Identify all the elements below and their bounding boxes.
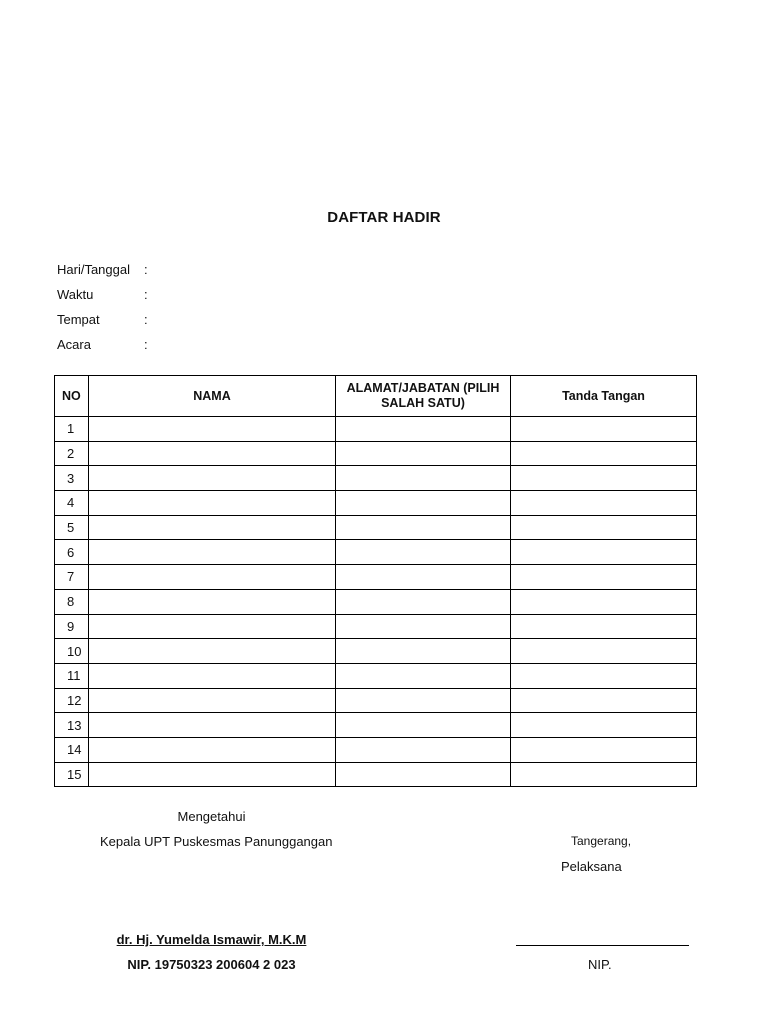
attendance-table: [54, 375, 697, 787]
tanda-tangan-cell: [511, 417, 697, 442]
nama-cell: [89, 614, 336, 639]
table-body: [55, 417, 697, 787]
row-number: 2: [55, 441, 89, 466]
table-row: [55, 589, 697, 614]
alamat-jabatan-cell: [336, 713, 511, 738]
tanda-tangan-cell: [511, 589, 697, 614]
alamat-jabatan-cell: [336, 639, 511, 664]
tanda-tangan-cell: [511, 540, 697, 565]
field-label: Waktu: [57, 287, 94, 302]
tanda-tangan-cell: [511, 688, 697, 713]
table-row: [55, 639, 697, 664]
row-number: 10: [55, 639, 89, 664]
field-label: Hari/Tanggal: [57, 262, 130, 277]
executor-role: Pelaksana: [561, 859, 622, 874]
nama-cell: [89, 515, 336, 540]
row-number: 15: [55, 762, 89, 787]
nama-cell: [89, 417, 336, 442]
tanda-tangan-cell: [511, 466, 697, 491]
row-number: 5: [55, 515, 89, 540]
field-colon: :: [144, 287, 148, 302]
alamat-jabatan-cell: [336, 663, 511, 688]
table-row: [55, 762, 697, 787]
row-number: 8: [55, 589, 89, 614]
column-header-alamat-jabatan: ALAMAT/JABATAN (PILIH SALAH SATU): [336, 376, 511, 417]
table-row: [55, 737, 697, 762]
alamat-jabatan-cell: [336, 762, 511, 787]
alamat-jabatan-cell: [336, 417, 511, 442]
nama-cell: [89, 565, 336, 590]
alamat-jabatan-cell: [336, 491, 511, 516]
row-number: 6: [55, 540, 89, 565]
row-number: 3: [55, 466, 89, 491]
alamat-jabatan-cell: [336, 540, 511, 565]
field-label: Acara: [57, 337, 91, 352]
table-row: [55, 491, 697, 516]
column-header-tanda-tangan: Tanda Tangan: [511, 376, 697, 417]
field-colon: :: [144, 262, 148, 277]
place-date-label: Tangerang,: [571, 834, 632, 848]
nama-cell: [89, 589, 336, 614]
tanda-tangan-cell: [511, 639, 697, 664]
table-row: [55, 417, 697, 442]
nama-cell: [89, 441, 336, 466]
table-header-row: [55, 376, 697, 417]
tanda-tangan-cell: [511, 663, 697, 688]
alamat-jabatan-cell: [336, 565, 511, 590]
alamat-jabatan-cell: [336, 614, 511, 639]
alamat-jabatan-cell: [336, 466, 511, 491]
alamat-jabatan-cell: [336, 737, 511, 762]
signer-position: Kepala UPT Puskesmas Panunggangan: [100, 834, 333, 849]
nama-cell: [89, 540, 336, 565]
table-row: [55, 688, 697, 713]
tanda-tangan-cell: [511, 737, 697, 762]
tanda-tangan-cell: [511, 762, 697, 787]
table-row: [55, 441, 697, 466]
column-header-nama: NAMA: [89, 376, 336, 417]
column-header-no: NO: [55, 376, 89, 417]
table-row: [55, 540, 697, 565]
signer-nip: NIP. 19750323 200604 2 023: [127, 957, 296, 972]
row-number: 1: [55, 417, 89, 442]
table-row: [55, 663, 697, 688]
table-row: [55, 466, 697, 491]
tanda-tangan-cell: [511, 614, 697, 639]
nama-cell: [89, 466, 336, 491]
row-number: 4: [55, 491, 89, 516]
row-number: 12: [55, 688, 89, 713]
table-row: [55, 565, 697, 590]
table-row: [55, 614, 697, 639]
table-row: [55, 713, 697, 738]
field-label: Tempat: [57, 312, 100, 327]
field-colon: :: [144, 312, 148, 327]
tanda-tangan-cell: [511, 515, 697, 540]
nama-cell: [89, 491, 336, 516]
document-title: DAFTAR HADIR: [327, 209, 441, 226]
acknowledged-label: Mengetahui: [177, 809, 246, 824]
tanda-tangan-cell: [511, 565, 697, 590]
tanda-tangan-cell: [511, 491, 697, 516]
table-row: [55, 515, 697, 540]
alamat-jabatan-cell: [336, 515, 511, 540]
nama-cell: [89, 713, 336, 738]
alamat-jabatan-cell: [336, 688, 511, 713]
field-colon: :: [144, 337, 148, 352]
row-number: 7: [55, 565, 89, 590]
signature-line: [516, 945, 689, 946]
nama-cell: [89, 688, 336, 713]
nama-cell: [89, 737, 336, 762]
tanda-tangan-cell: [511, 713, 697, 738]
tanda-tangan-cell: [511, 441, 697, 466]
nama-cell: [89, 663, 336, 688]
alamat-jabatan-cell: [336, 589, 511, 614]
nama-cell: [89, 639, 336, 664]
signer-name: dr. Hj. Yumelda Ismawir, M.K.M: [116, 932, 307, 947]
row-number: 14: [55, 737, 89, 762]
row-number: 9: [55, 614, 89, 639]
nama-cell: [89, 762, 336, 787]
alamat-jabatan-cell: [336, 441, 511, 466]
row-number: 11: [55, 663, 89, 688]
row-number: 13: [55, 713, 89, 738]
executor-nip: NIP.: [588, 957, 612, 972]
